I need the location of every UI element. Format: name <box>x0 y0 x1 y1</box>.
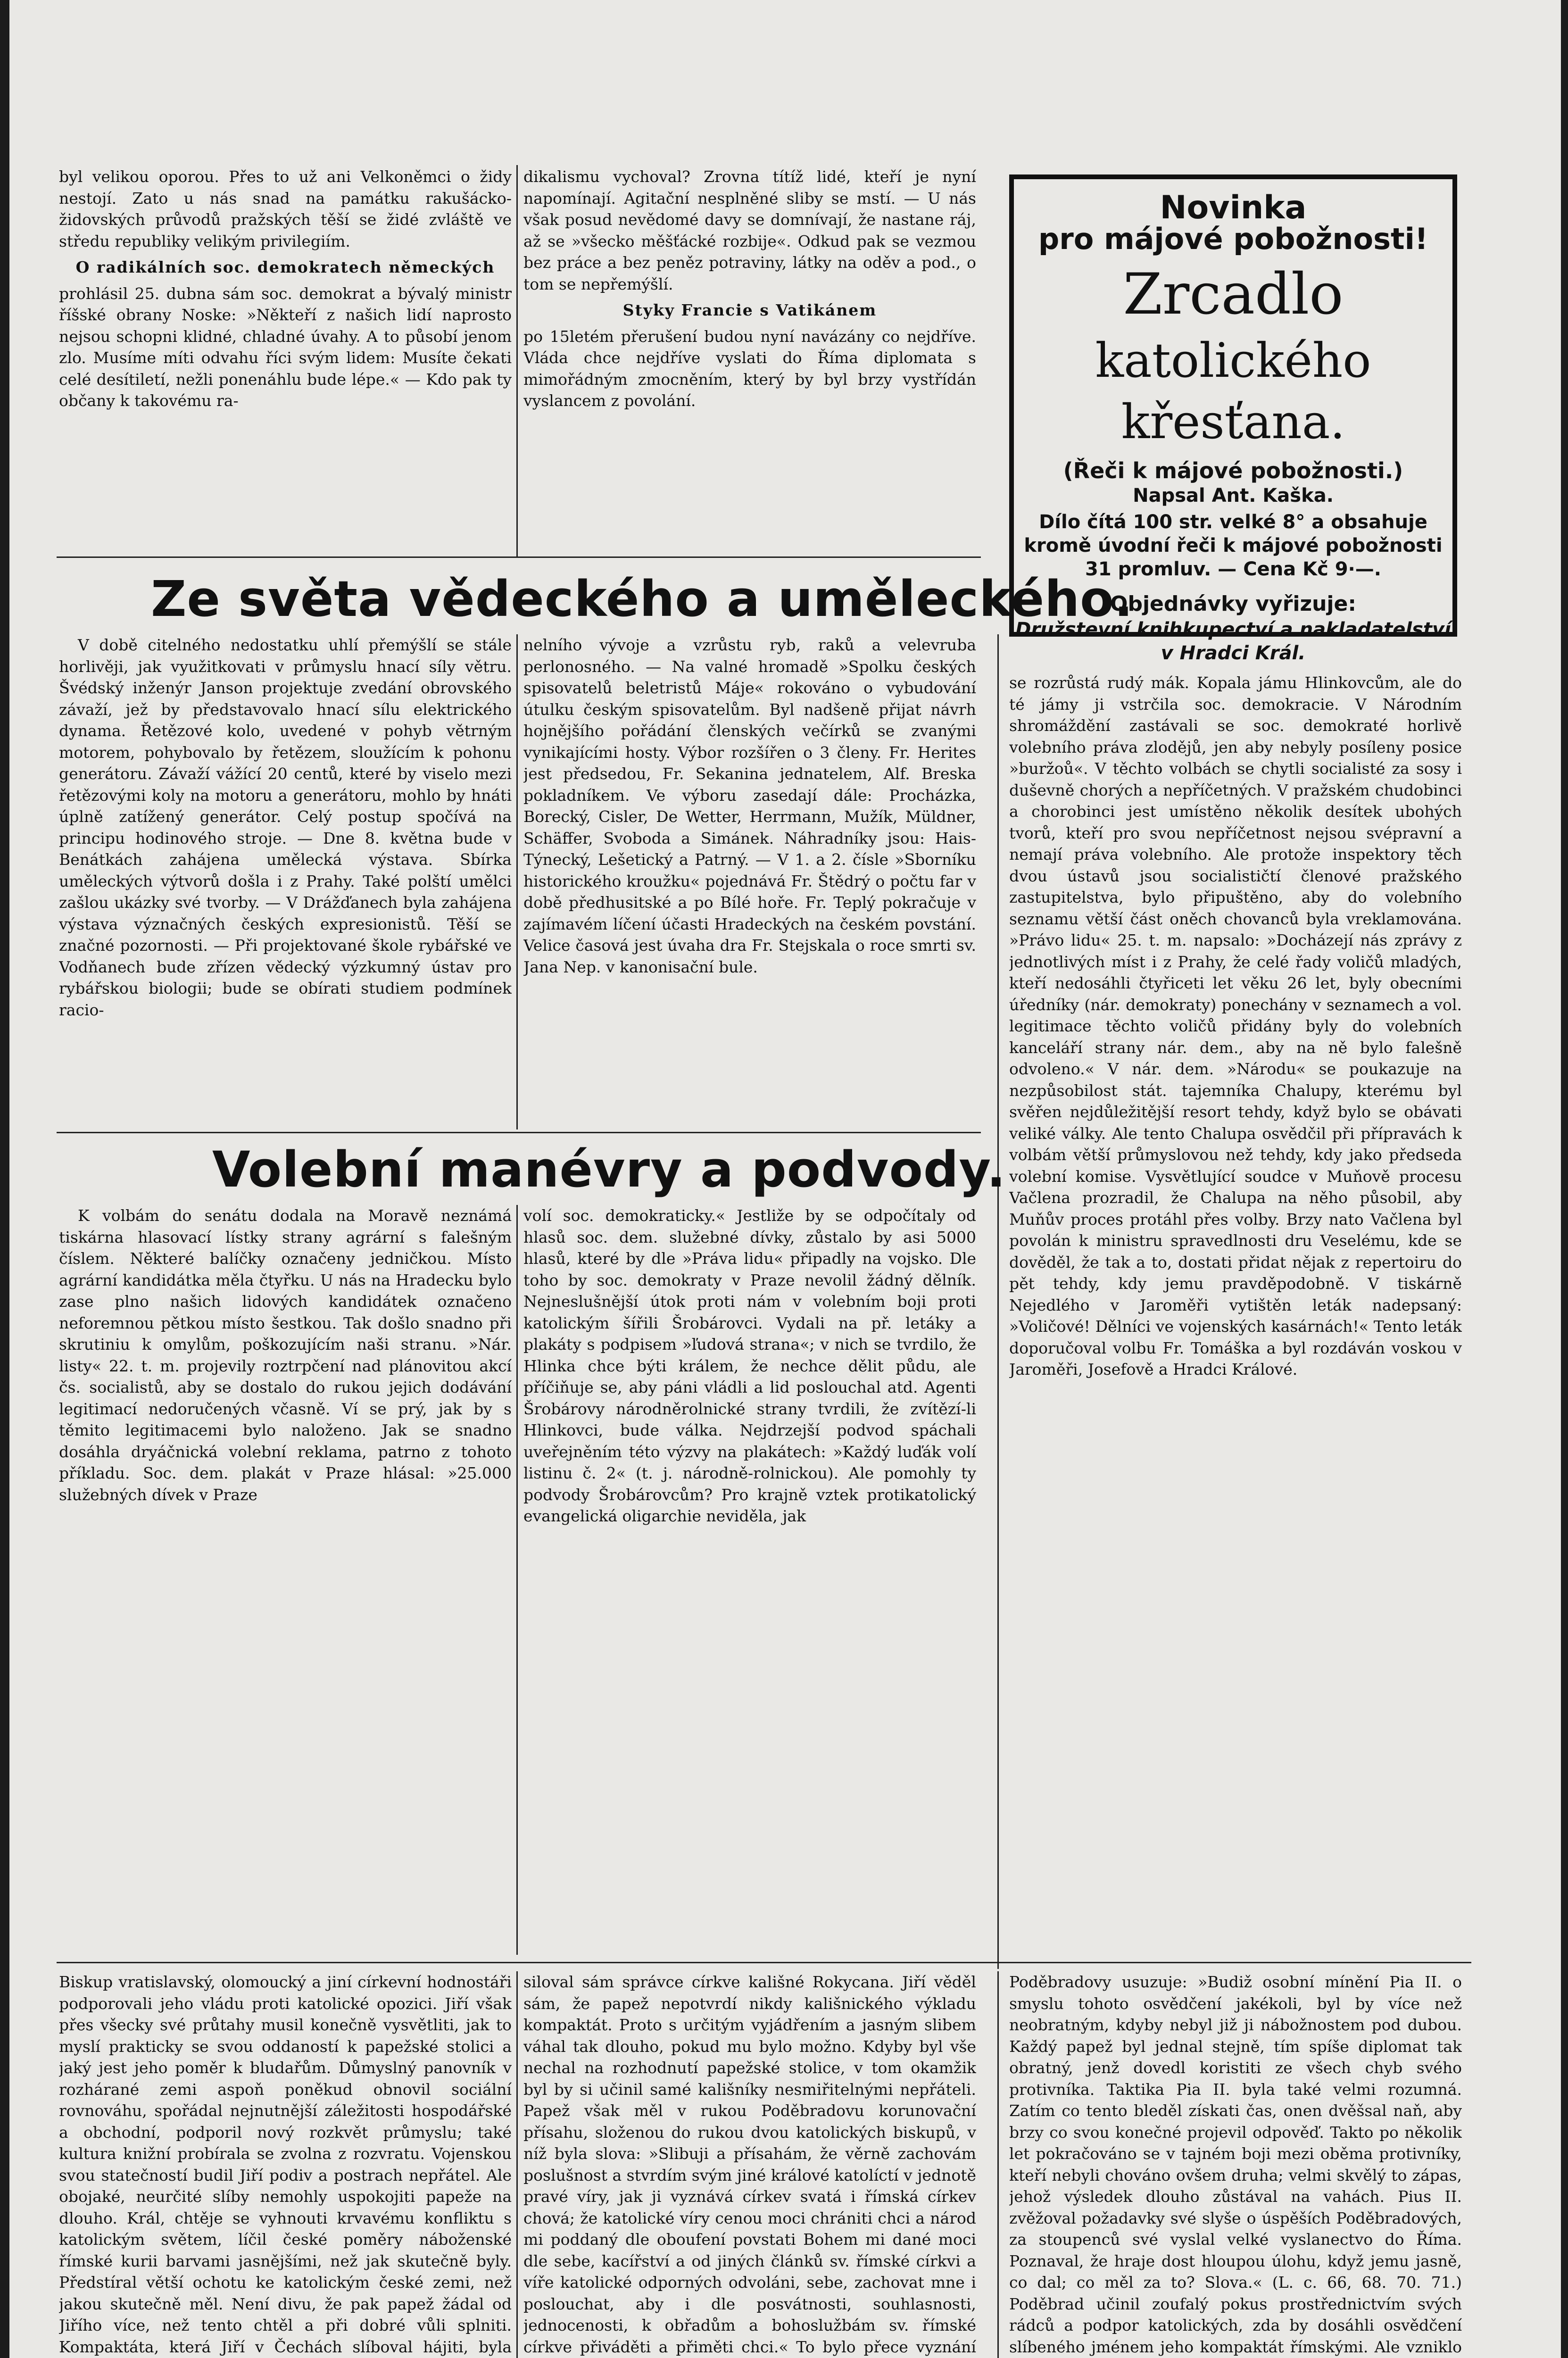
book-advertisement <box>1009 174 1457 664</box>
top-middle-text-1: dikalismu vychoval? Zrovna títíž lidé, kteří je nyní napomínají. Agitační nesplněné sliby se mstí. — U nás však posud nevědomé davy se domnívají, že nastane ráj, až se »všecko měšťácké rozbije«. Odkud pak se vezmou bez práce a bez peněz potraviny, látky na oděv a pod., o tom se nepřemýšlí. <box>523 167 976 293</box>
ad-title-2: katolického křesťana. <box>1095 333 1371 449</box>
rule-under-science <box>57 1132 981 1133</box>
newspaper-page <box>9 0 1561 2358</box>
column-rule <box>516 634 518 1129</box>
column-rule <box>516 1971 518 2358</box>
top-left-text-2: prohlásil 25. dubna sám soc. demokrat a bývalý ministr říšské obrany Noske: »Někteří z našich lidí naprosto nejsou schopni klidné, chladné úvahy. A to působí jenom zlo. Musíme míti odvahu říci svým lidem: Musíte čekati celé desítiletí, nežli ponenáhlu bude lépe.« — Kdo pak ty občany k takovému ra- <box>59 284 512 410</box>
ad-subtitle: (Řeči k májové pobožnosti.) <box>1063 458 1403 483</box>
science-column-3 <box>1009 672 1462 1959</box>
ad-novelty: Novinka <box>1160 189 1307 226</box>
bottom-column-1 <box>59 1971 512 2358</box>
election-text-1: K volbám do senátu dodala na Moravě neznámá tiskárna hlasovací lístky strany agrární s falešným číslem. Některé balíčky označeny jedničkou. Místo agrární kandidátka měla čtyřku. U nás na Hradecku bylo zase plno našich lidových kandidátek označeno neforemnou pětkou místo šestkou. Tak došlo snadno při skrutiniu k omylům, poškozujícím naši stranu. »Nár. listy« 22. t. m. projevily roztrpčení nad plánovitou akcí čs. socialistů, aby se dostalo do rukou jejich dodávání legitimací nedoručených včasně. Ví se prý, jak by s těmito legitimacemi bylo naloženo. Jak se snadno dosáhla dryáčnická volební reklama, patrno z tohoto příkladu. Soc. dem. plakát v Praze hlásal: »25.000 služebných dívek v Praze <box>59 1206 512 1504</box>
bottom-text-1: Biskup vratislavský, olomoucký a jiní církevní hodnostáři podporovali jeho vládu proti katolické opozici. Jiří však přes všecky své průtahy musil konečně vysvětliti, jak to myslí prakticky se svou oddaností k papežské stolici a jaký jest jeho poměr k bludařům. Důmyslný panovník v rozhárané zemi aspoň poněkud obnovil sociální rovnováhu, spořádal nejnutnější záležitosti hospodářské a obchodní, podporil nový rozkvět průmyslu; také kultura knižní probírala se zvolna z rozvratu. Vojenskou svou statečností budil Jiří podiv a postrach nepřátel. Ale obojaké, neurčité slíby nemohly uspokojiti papeže na dlouho. Král, chtěje se vyhnouti krvavému konfliktu s katolickým světem, líčil české poměry náboženské římské kurii barvami jasnějšími, než jak skutečně byly. Předstíral větší ochotu ke katolickým české zemi, než jakou skutečně měl. Není divu, že pak papež žádal od Jiřího více, než tento chtěl a při dobré vůli splniti. Kompaktáta, která Jiří v Čechách slíboval hájiti, byla <box>59 1973 512 2356</box>
bottom-text-3: Poděbradovy usuzuje: »Budiž osobní mínění Pia II. o smyslu tohoto osvědčení jakékoli, byl by více než neobratným, kdyby nebyl již ji nábožnostem pod dubou. Každý papež byl jednal stejně, tím spíše diplomat tak obratný, jenž dovedl koristiti ze všech chyb svého protivníka. Taktika Pia II. byla také velmi rozumná. Zatím co tento bleděl získati čas, onen dvěšsal naň, aby brzy co svou konečné projevil odpověď. Takto po několik let pokračováno se v tajném boji mezi oběma protivníky, kteří nebyli chováno ovšem druha; velmi skvělý to zápas, jehož výsledek dlouho zůstával na vahách. Pius II. zvěžoval požadavky své slyše o úspěších Poděbradových, za stoupenců své vyslal velké vyslanectvo do Říma. Poznaval, že hraje dost hloupou úlohu, když jemu jasně, co dal; co měl za to? Slova.« (L. c. 66, 68. 70. 71.) Poděbrad učinil zoufalý pokus prostřednictvím svých rádců a podpor katolických, zda by dosáhli osvědčení slíbeného jménem jeho kompaktát římskými. Ale vzniklo <box>1009 1973 1462 2356</box>
top-middle-subhead: Styky Francie s Vatikánem <box>622 301 877 319</box>
rule-under-top <box>57 556 981 558</box>
ad-occasion: pro májové pobožnosti! <box>1038 222 1428 256</box>
election-column-2 <box>523 1205 976 1955</box>
top-middle-column <box>523 166 976 553</box>
bottom-text-2: siloval sám správce církve kališné Rokycana. Jiří věděl sám, že papež nepotvrdí nikdy kališnického výkladu kompaktát. Proto s určitým vyjádřením a jasným slibem váhal tak dlouho, pokud mu bylo možno. Kdyby byl vše nechal na rozhodnutí papežské stolice, v tom okamžik byl by si učinil samé kališníky nesmiřitelnými nepřáteli. Papež však měl v rukou Poděbradovu korunovační přísahu, složenou do rukou dvou katolických biskupů, v níž byla slova: »Slibuji a přísahám, že věrně zachovám poslušnost a stvrdím svým jiné králové katolíctí v jednotě pravé víry, jak ji vyznává církev svatá i římská církev chová; že katolické víry cenou moci chrániti chci a národ mi poddaný dle oboufení povstati Bohem mi dané moci dle sebe, kacířství a od jiných článků sv. římské církvi a víře katolické odporných odvoláni, sebe, zachovat mne i poslouchat, aby i dle posvátnosti, souhlasnosti, jednocenosti, k obřadům a bohoslužbám sv. římské církve přiváděti a přiměti chci.« To bylo přece vyznání <box>523 1973 976 2356</box>
science-text-2: nelního vývoje a vzrůstu ryb, raků a velevruba perlonosného. — Na valné hromadě »Spolku českých spisovatelů beletristů Máje« rokováno o vybudování útulku českým spisovatelům. Byl nadšeně přijat návrh hojnějšího pořádání členských večírků se zvanými vynikajícími hosty. Výbor rozšířen o 3 členy. Fr. Herites jest předsedou, Fr. Sekanina jednatelem, Alf. Breska pokladníkem. Ve výboru zasedají dále: Procházka, Borecký, Cisler, De Wetter, Herrmann, Mužík, Müldner, Schäffer, Svoboda a Simánek. Náhradníky jsou: Hais-Týnecký, Lešetický a Patrný. — V 1. a 2. čísle »Sborníku historického kroužku« pojednává Fr. Štědrý o počtu far v době předhusitské a po Bílé hoře. Fr. Teplý pokračuje v zajímavém líčení účasti Hradeckých na českém povstání. Velice časová jest úvaha dra Fr. Stejskala o roce smrti sv. Jana Nep. v kanonisační bule. <box>523 636 976 976</box>
science-headline: Ze světa vědeckého a uměleckého. <box>151 570 1134 628</box>
election-headline: Volební manévry a podvody. <box>212 1141 1006 1198</box>
top-middle-text-2: po 15letém přerušení budou nyní navázány co nejdříve. Vláda chce nejdříve vyslati do Říma diplomata s mimořádným zmocněním, který by byl brzy vystřídán vyslancem z povolání. <box>523 327 976 410</box>
column-rule <box>997 634 999 1969</box>
rule-under-election <box>57 1962 1471 1963</box>
ad-orders: Objednávky vyřizuje: <box>1110 592 1356 616</box>
science-text-3: se rozrůstá rudý mák. Kopala jámu Hlinkovcům, ale do té jámy ji vstrčila soc. demokracie. V Národním shromáždění zastávali se soc. demokraté horlivě volebního práva zlodějů, jen aby nebyly posíleny posice »buržoů«. V těchto volbách se chytli socialisté za sosy i duševně chorých a nepříčetných. V pražském chudobinci a chorobinci jest umístěno několik desítek ubohých tvorů, kteří pro svou nepříčetnost nejsou svépravní a nemají práva volebního. Ale protože inspektory těch dvou ústavů jsou socialističtí členové pražského zastupitelstva, bylo připuštěno, aby do volebního seznamu větší část oněch chovanců byla vreklamována. »Právo lidu« 25. t. m. napsalo: »Docházejí nás zprávy z jednotlivých míst i z Prahy, že celé řady voličů mladých, kteří nedosáhli čtyřiceti let věku 26 let, byly obecními úředníky (nár. demokraty) ponechány v seznamech a vol. legitimace těchto voličů přidány byly do volebních kanceláří strany nár. dem., aby na ně bylo falešně odvoleno.« V nár. dem. »Národu« se poukazuje na nezpůsobilost stát. tajemníka Chalupy, kterému byl svěřen nejdůležitější resort tehdy, když bylo se obávati veliké války. Ale tento Chalupa osvědčil při přípravách k volbám větší průmyslovou než tehdy, kdy jako předseda volební komise. Vysvětlující soudce v Muňově procesu Vačlena prozradil, že Chalupa na něho působil, aby Muňův proces protáhl přes volby. Brzy nato Vačlena byl povolán k ministru spravedlnosti dru Veselému, kde se dověděl, že tak a to, dostati přidat nějak z repertoiru do pět tehdy, kdy jemu pravděpodobně. V tiskárně Nejedlého v Jaroměři vytištěn leták nadepsaný: »Voličové! Dělníci ve vojenských kasárnách!« Tento leták doporučoval volbu Fr. Tomáška a byl rozdáván voskou v Jaroměři, Josefově a Hradci Králové. <box>1009 673 1462 1378</box>
science-text-1: V době citelného nedostatku uhlí přemýšlí se stále horlivěji, jak využitkovati v průmyslu hnací síly větru. Švédský inženýr Janson projektuje zvedání obrovského závaží, jež by představovalo hnací sílu elektrického dynama. Řetězové kolo, uvedené v pohyb větrným motorem, pohybovalo by řetězem, sloužícím k pohonu generátoru. Závaží vážící 20 centů, které by viselo mezi řetězovými koly na motoru a generátoru, mohlo by hnáti úplně zatížený generátor. Celý postup spočívá na principu hodinového stroje. — Dne 8. května bude v Benátkách zahájena umělecká výstava. Sbírka uměleckých výtvorů došla i z Prahy. Také polští umělci zašlou ukázky své tvorby. — V Drážďanech byla zahájena výstava význačných českých expresionistů. Těší se značné pozornosti. — Při projektované škole rybářské ve Vodňanech bude zřízen vědecký výzkumný ústav pro rybářskou biologii; bude se obírati studiem podmínek racio- <box>59 636 512 1019</box>
bottom-column-3 <box>1009 1971 1462 2358</box>
science-column-2 <box>523 634 976 1129</box>
column-rule <box>997 1971 999 2358</box>
top-left-subhead: O radikálních soc. demokratech německých <box>75 258 495 276</box>
top-left-column <box>59 166 512 553</box>
ad-publisher: Družstevní knihkupectví a nakladatelství v Hradci Král. <box>1015 619 1451 664</box>
ad-title: Zrcadlo <box>1123 262 1344 327</box>
column-rule <box>516 1205 518 1955</box>
ad-description: Dílo čítá 100 str. velké 8° a obsahuje kromě úvodní řeči k májové pobožnosti 31 promluv. — Cena Kč 9·—. <box>1024 511 1443 580</box>
election-column-1 <box>59 1205 512 1955</box>
science-column-1 <box>59 634 512 1129</box>
election-text-2: volí soc. demokraticky.« Jestliže by se odpočítaly od hlasů soc. dem. služebné dívky, zůstalo by asi 5000 hlasů, které by dle »Práva lidu« připadly na vojsko. Dle toho by soc. demokraty v Praze nevolil žádný dělník. Nejneslušnější útok proti nám v volebním boji proti katolickým šířili Šrobárovci. Vydali na př. letáky a plakáty s podpisem »ľudová strana«; v nich se tvrdilo, že Hlinka chce býti králem, že nechce dělit půdu, ale příčiňuje se, aby páni vládli a lid poslouchal atd. Agenti Šrobárovy národněrolnické strany tvrdili, že zvítězí-li Hlinkovci, bude válka. Nejdrzejší podvod spáchali uveřejněním této výzvy na plakátech: »Každý luďák volí listinu č. 2« (t. j. národně-rolnickou). Ale pomohly ty podvody Šrobárovcům? Pro krajně vztek protikatolický evangelická oligarchie neviděla, jak <box>523 1206 976 1525</box>
column-rule <box>516 165 518 556</box>
top-left-text-1: byl velikou oporou. Přes to už ani Velkoněmci o židy nestojí. Zato u nás snad na památku rakušácko-židovských průvodů pražských těší se židé zvláště ve středu republiky velikým privilegiím. <box>59 167 512 250</box>
ad-author: Napsal Ant. Kaška. <box>1133 485 1334 506</box>
bottom-column-2 <box>523 1971 976 2358</box>
